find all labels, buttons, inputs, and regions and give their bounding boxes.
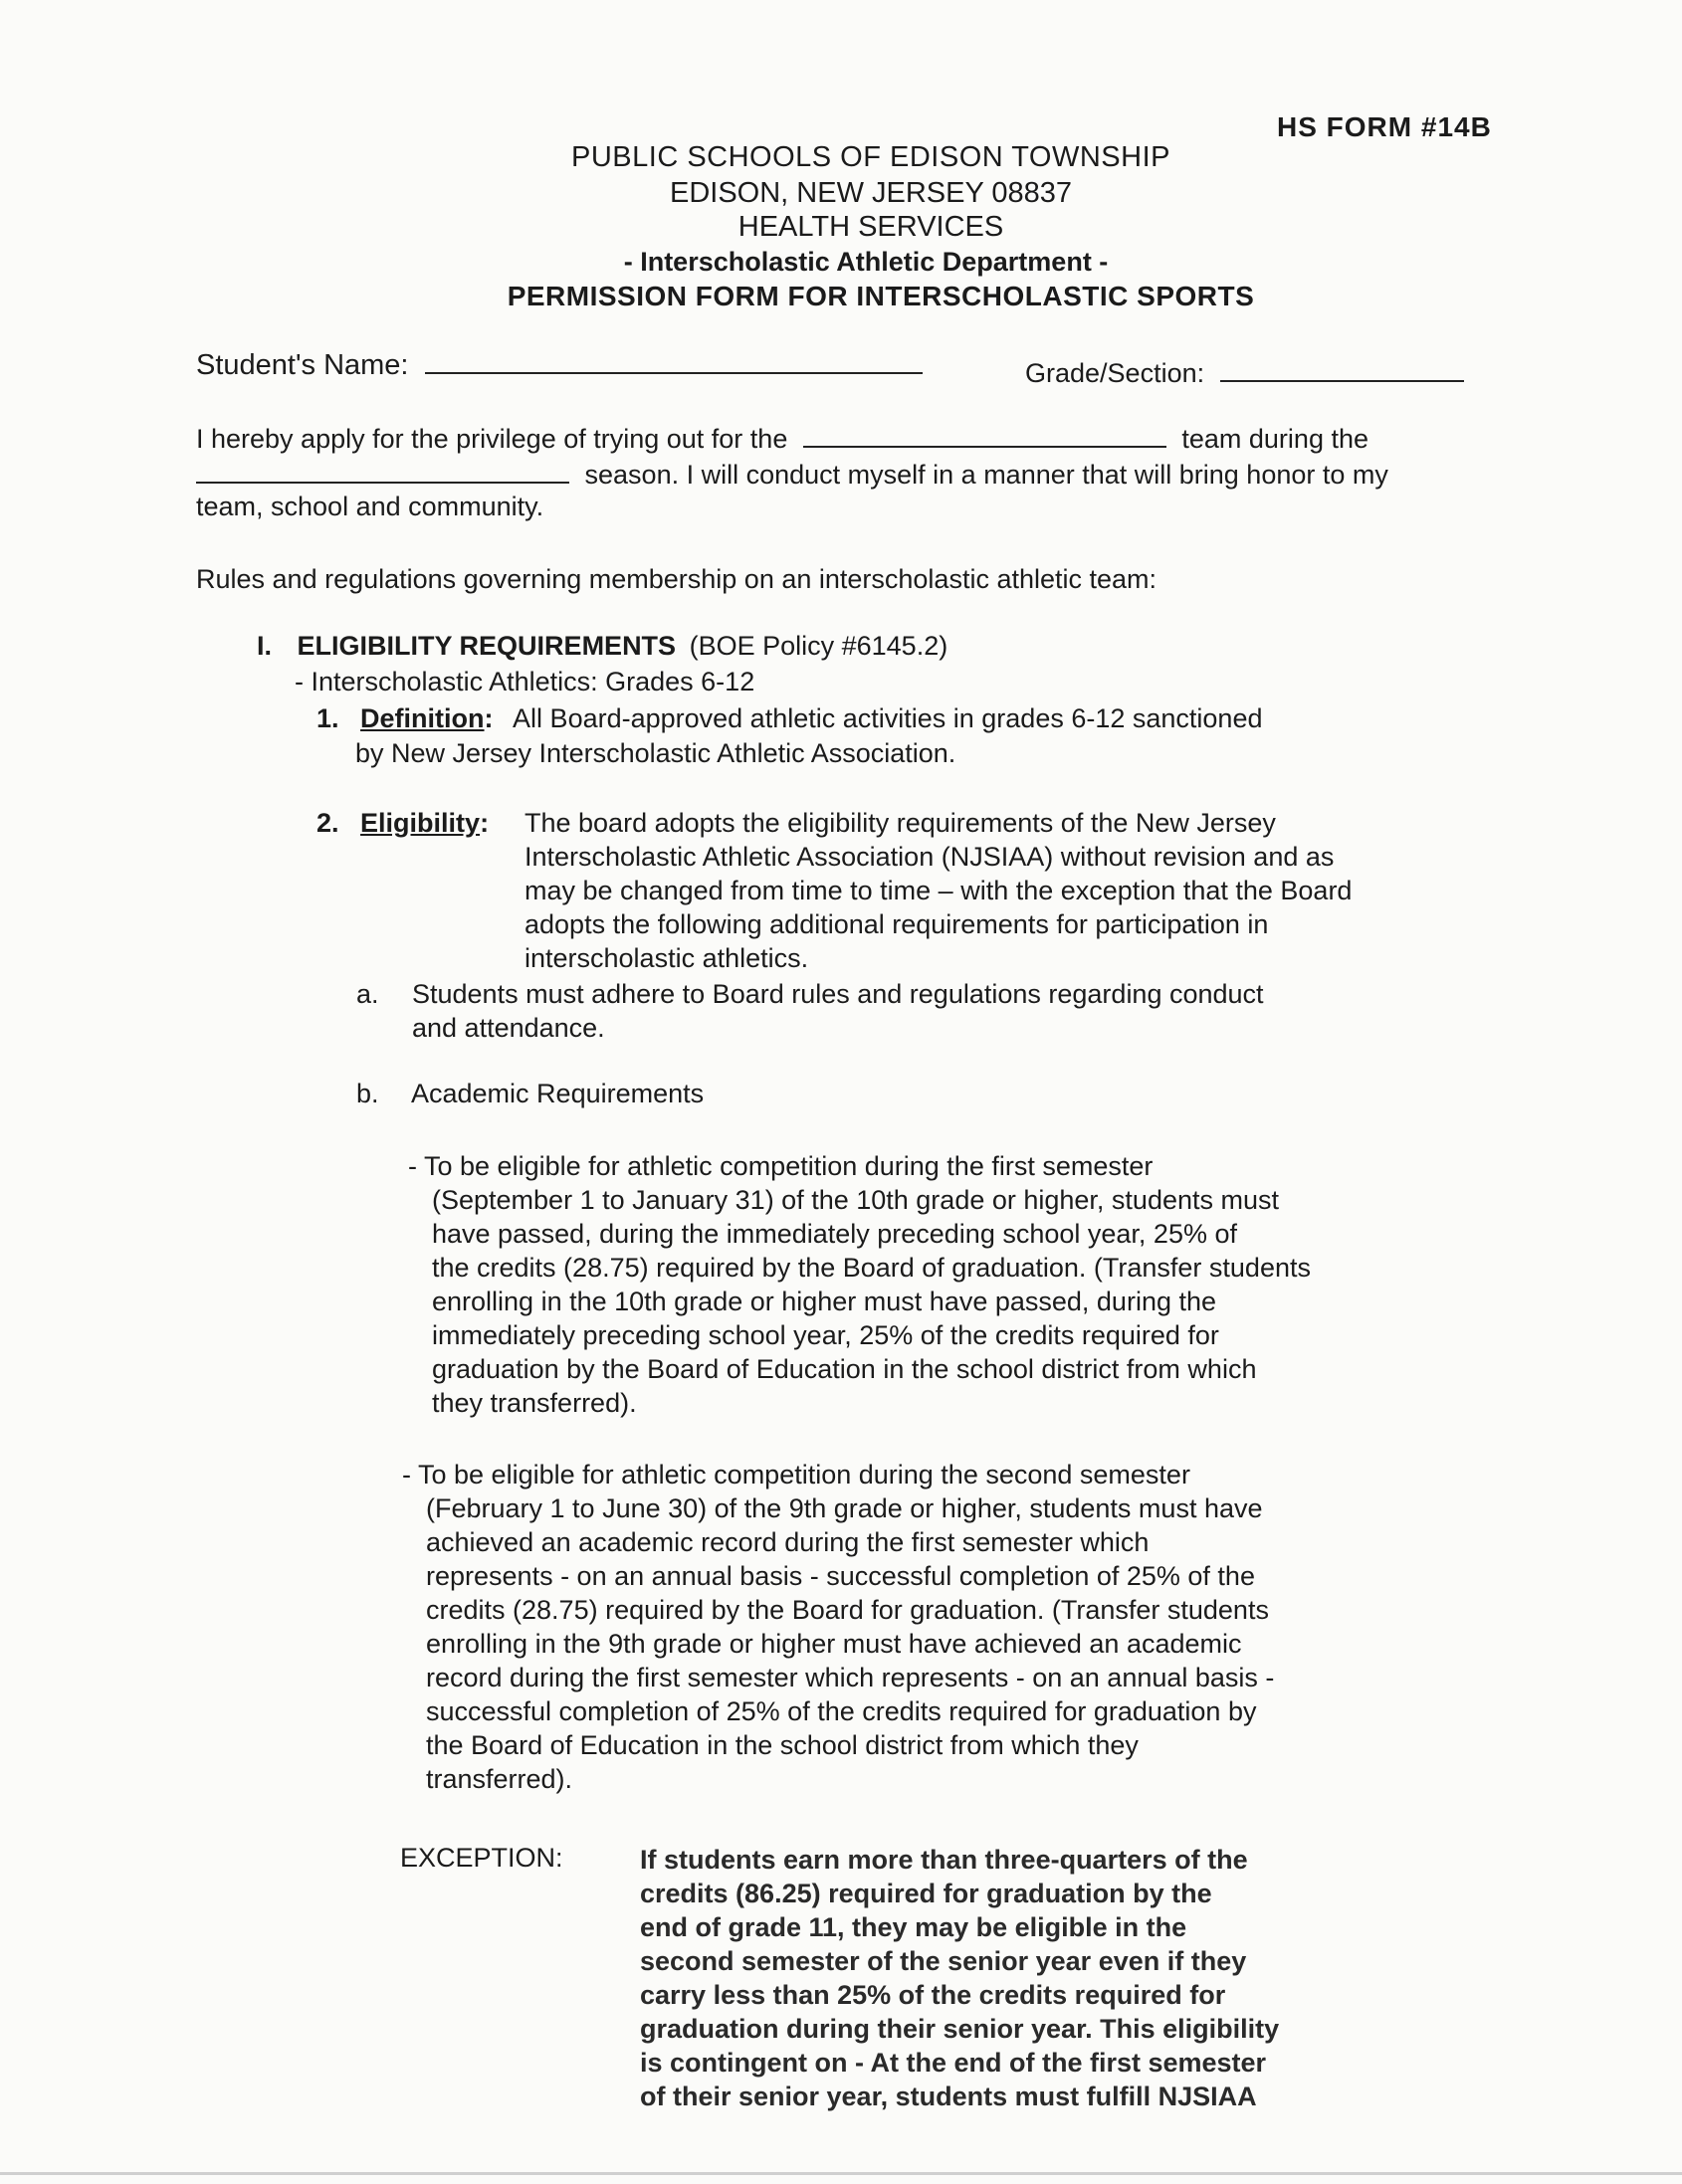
definition-text-b: by New Jersey Interscholastic Athletic Association. (355, 738, 956, 768)
exception-line: If students earn more than three-quarters of the (640, 1845, 1248, 1875)
exception-line: end of grade 11, they may be eligible in the (640, 1912, 1187, 1942)
eligibility-line: interscholastic athletics. (525, 943, 809, 973)
definition-item: 1. Definition: All Board-approved athletic activities in grades 6-12 sanctioned (316, 703, 1263, 733)
application-text-4: team, school and community. (196, 492, 544, 521)
item-b-label: b. (356, 1079, 379, 1108)
bullet-1-line: immediately preceding school year, 25% of the credits required for (432, 1320, 1219, 1350)
student-name-field[interactable] (196, 346, 923, 382)
section-title: ELIGIBILITY REQUIREMENTS (297, 631, 677, 661)
academic-bullet-1 (408, 1149, 1311, 1420)
definition-text-a: All Board-approved athletic activities in grades 6-12 sanctioned (513, 703, 1263, 733)
season-blank[interactable] (196, 456, 569, 484)
header-district: PUBLIC SCHOOLS OF EDISON TOWNSHIP (571, 141, 1170, 173)
bullet-2-line: (February 1 to June 30) of the 9th grade or higher, students must have (426, 1493, 1263, 1523)
header-address: EDISON, NEW JERSEY 08837 (669, 177, 1072, 209)
grade-section-label: Grade/Section: (1025, 358, 1205, 388)
bullet-1-line: graduation by the Board of Education in the school district from which (432, 1354, 1257, 1384)
team-blank[interactable] (803, 420, 1166, 448)
bullet-1-line: the credits (28.75) required by the Board of graduation. (Transfer students (432, 1253, 1311, 1283)
application-text-1: I hereby apply for the privilege of trying out for the (196, 424, 788, 454)
application-text-3: season. I will conduct myself in a manner that will bring honor to my (584, 460, 1388, 490)
grade-section-blank[interactable] (1220, 354, 1464, 382)
exception-line: of their senior year, students must fulfill NJSIAA (640, 2082, 1257, 2111)
bullet-1-line: have passed, during the immediately preceding school year, 25% of (432, 1219, 1237, 1249)
exception-line: graduation during their senior year. This eligibility (640, 2014, 1280, 2044)
section-heading (257, 629, 947, 663)
bullet-1-line: - To be eligible for athletic competition during the first semester (408, 1151, 1154, 1181)
eligibility-number: 2. (316, 808, 339, 838)
item-a-line: and attendance. (412, 1013, 605, 1043)
bullet-2-line: successful completion of 25% of the credits required for graduation by (426, 1696, 1257, 1726)
eligibility-text (525, 806, 1352, 975)
exception-label: EXCEPTION: (400, 1843, 563, 1873)
definition-number: 1. (316, 703, 339, 733)
application-line-1 (196, 420, 1368, 456)
item-b-title: Academic Requirements (411, 1079, 705, 1108)
exception-text (640, 1843, 1279, 2113)
application-text-2: team during the (1181, 424, 1368, 454)
eligibility-line: adopts the following additional requirements for participation in (525, 909, 1269, 939)
student-name-blank[interactable] (425, 346, 923, 374)
item-a-text (412, 977, 1264, 1045)
section-subtitle: - Interscholastic Athletics: Grades 6-12 (295, 667, 755, 696)
exception-line: second semester of the senior year even if they (640, 1946, 1247, 1976)
bullet-2-line: the Board of Education in the school district from which they (426, 1730, 1139, 1760)
bullet-1-line: they transferred). (432, 1388, 637, 1418)
exception-line: is contingent on - At the end of the first semester (640, 2048, 1267, 2078)
item-a-line: Students must adhere to Board rules and regulations regarding conduct (412, 979, 1264, 1009)
bullet-1-line: (September 1 to January 31) of the 10th grade or higher, students must (432, 1185, 1280, 1215)
exception-line: carry less than 25% of the credits required for (640, 1980, 1226, 2010)
application-line-2 (196, 456, 1388, 492)
academic-bullet-2 (402, 1458, 1274, 1796)
form-title: PERMISSION FORM FOR INTERSCHOLASTIC SPORTS (507, 281, 1255, 311)
header-department: HEALTH SERVICES (737, 211, 1004, 243)
eligibility-line: may be changed from time to time – with the exception that the Board (525, 876, 1353, 905)
eligibility-item-label: 2. Eligibility: (316, 808, 490, 838)
student-name-label: Student's Name: (196, 349, 409, 381)
header-subdepartment: - Interscholastic Athletic Department - (623, 247, 1109, 277)
bullet-1-line: enrolling in the 10th grade or higher must have passed, during the (432, 1287, 1217, 1316)
section-numeral: I. (257, 631, 273, 661)
bullet-2-line: achieved an academic record during the first semester which (426, 1527, 1150, 1557)
eligibility-label: Eligibility (360, 808, 481, 838)
bullet-2-line: enrolling in the 9th grade or higher must have achieved an academic (426, 1629, 1242, 1659)
bullet-2-line: - To be eligible for athletic competition during the second semester (402, 1460, 1190, 1489)
grade-section-field[interactable] (1025, 354, 1464, 390)
form-number: HS FORM #14B (1277, 111, 1492, 142)
rules-intro: Rules and regulations governing membership on an interscholastic athletic team: (196, 564, 1157, 594)
section-policy: (BOE Policy #6145.2) (689, 631, 948, 661)
eligibility-line: The board adopts the eligibility requirements of the New Jersey (525, 808, 1276, 838)
scan-edge (0, 2172, 1682, 2175)
exception-line: credits (86.25) required for graduation by the (640, 1879, 1212, 1908)
item-a-label: a. (356, 979, 379, 1009)
bullet-2-line: record during the first semester which represents - on an annual basis - (426, 1663, 1275, 1692)
bullet-2-line: transferred). (426, 1764, 573, 1794)
bullet-2-line: represents - on an annual basis - successful completion of 25% of the (426, 1561, 1255, 1591)
eligibility-line: Interscholastic Athletic Association (NJSIAA) without revision and as (525, 842, 1335, 872)
bullet-2-line: credits (28.75) required by the Board for graduation. (Transfer students (426, 1595, 1269, 1625)
definition-label: Definition (360, 703, 485, 733)
